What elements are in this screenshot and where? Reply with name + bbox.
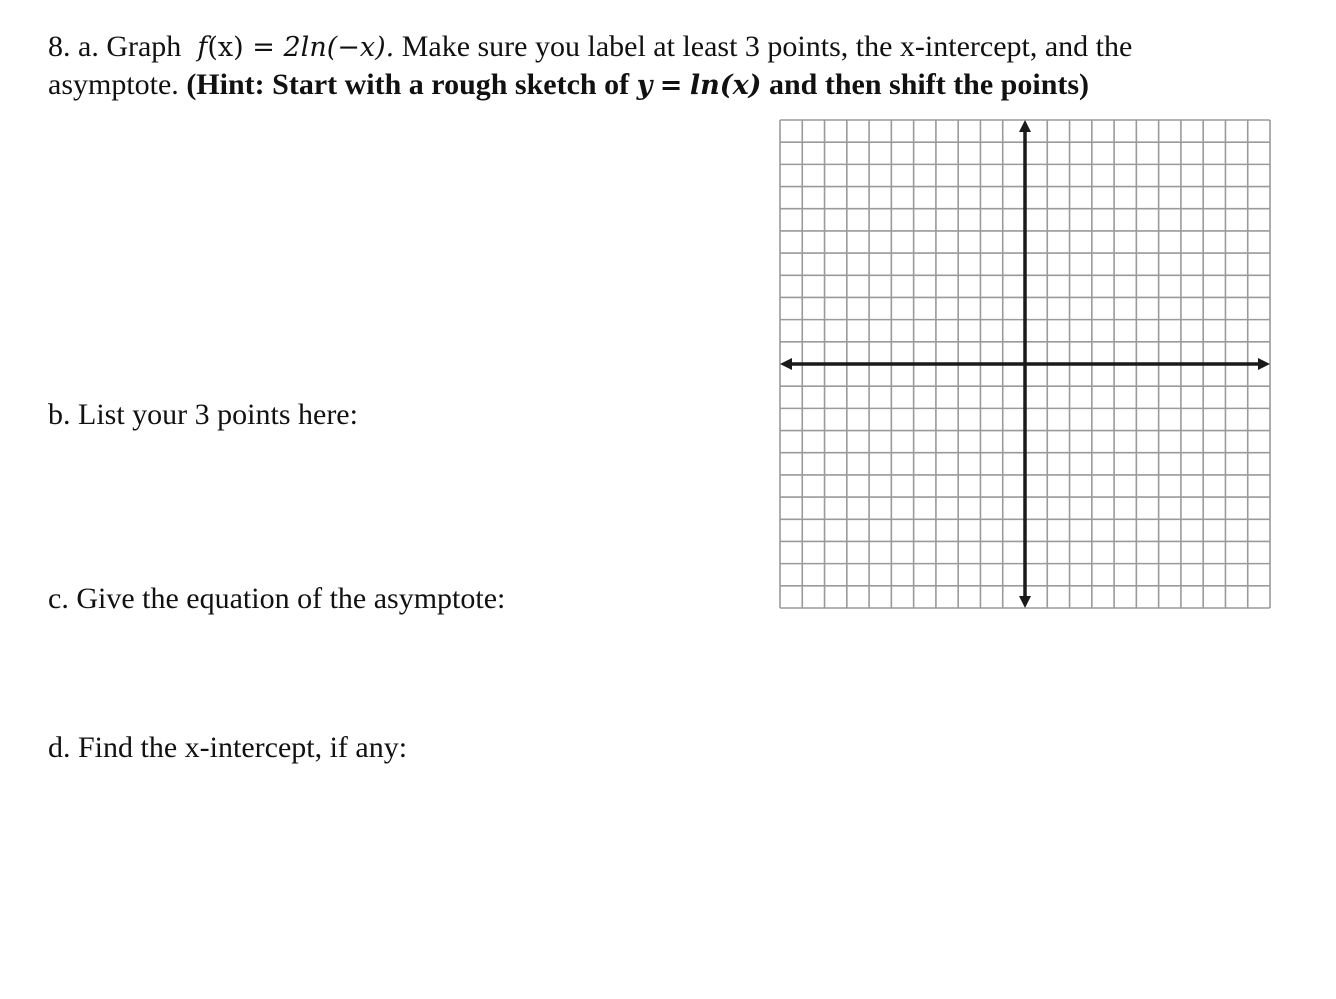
coordinate-grid-svg[interactable]	[774, 114, 1276, 614]
hint-variable: y	[636, 70, 653, 101]
x-axis-right-arrow	[1258, 358, 1270, 370]
hint-function: ln(x)	[689, 70, 762, 101]
y-axis-down-arrow	[1019, 596, 1031, 608]
y-axis-up-arrow	[1019, 120, 1031, 132]
equals-sign: =	[252, 32, 275, 63]
question-instructions: Make sure you label at least 3 points, the x-intercept, and the asymptote.	[48, 30, 1133, 101]
function-definition: 2ln(−x).	[283, 32, 395, 63]
part-b-prompt: b. List your 3 points here:	[48, 398, 358, 431]
question-8a	[48, 28, 1198, 104]
x-axis-left-arrow	[780, 358, 792, 370]
hint-equals: =	[659, 70, 683, 101]
hint-close: and then shift the points)	[768, 68, 1090, 101]
coordinate-grid[interactable]	[774, 114, 1276, 614]
question-label: 8. a. Graph	[48, 30, 182, 63]
function-name: f	[197, 32, 208, 63]
function-argument: (x)	[207, 32, 244, 63]
hint-open: (Hint: Start with a rough sketch of	[186, 68, 630, 101]
hint	[186, 68, 1089, 101]
function-expression	[189, 32, 394, 63]
part-d-prompt: d. Find the x-intercept, if any:	[48, 731, 408, 764]
part-c-prompt: c. Give the equation of the asymptote:	[48, 582, 506, 615]
